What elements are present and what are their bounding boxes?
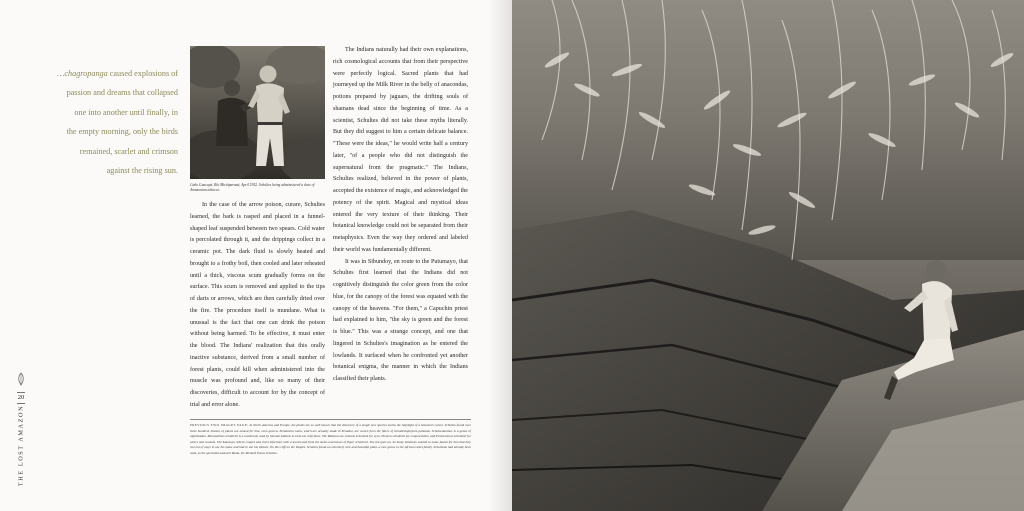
pull-quote-line-3: one into another until finally, in bbox=[74, 107, 178, 117]
footnote-text: In North America and Europe, the plants are so well known that the discovery of a single new species marks the highlight of a botanist's career. Schultes found over three hundred. Dozens of plants are named for him, even genera. Pentamera lutea, which are actually made in Ecuador, are woven from the fibers of Schultesiophytum palmatis. Schultesianthus is a genus of nightshades. Maranatthus schultesii is a mushroom used by Sionani Indians to treat ear infections. The Makuna use Justicia schultesii for eyes, Pleurea schultesii for conjunctivitis, and Protorosinus schultesii for ulcers and wounds. The Kamsoya relieve coughs and chest infections with a tea brewed from the stems and leaves of Piper schultesii. The list goes on. So many botanists wanted to name plants for him that they ran out of ways to use his name and had to use his initials. On this cliff on the Vaupés, Schultes found an extremely rare and beautiful plant, a new genus in the African violet family. Schultesia had already been used, so the specialist named it Resia, for Richard Evans Schultes. bbox=[190, 423, 471, 455]
pull-quote-line-5: remained, scarlet and crimson bbox=[79, 146, 178, 156]
gutter-shadow bbox=[488, 0, 512, 511]
leaf-ornament-icon bbox=[16, 372, 26, 386]
pull-quote-line-6: against the rising sun. bbox=[106, 166, 178, 176]
body-column-left bbox=[190, 200, 325, 412]
running-foot bbox=[14, 372, 28, 502]
pull-quote bbox=[40, 64, 178, 180]
photo-caption: Caño Guacayá, Río Miritiparaná, April 1952. Schultes being administered a dose of Amazonian tobacco. bbox=[190, 183, 315, 192]
page-number: 20 bbox=[17, 394, 25, 401]
body-paragraph: It was in Sibundoy, en route to the Putumayo, that Schultes first learned that the Indians did not cognitively distinguish the color green from the color blue, for the canopy of the forest was equated with the canopy of the heavens. "For them," a Capuchin priest had explained to him, "the sky is green and the forest is blue." This was a strange concept, and one that lingered in Schultes's imagination as he entered the lowlands. It surfaced when he confronted yet another botanical enigma, the manner in which the Indians classified their plants. bbox=[333, 258, 468, 382]
body-column-right bbox=[333, 45, 468, 386]
footnote bbox=[190, 423, 471, 456]
folio-rule bbox=[17, 392, 25, 393]
body-paragraph: In the case of the arrow poison, curare, Schultes learned, the bark is rasped and placed in a funnel-shaped leaf suspended between two spears. Cold water is percolated through it, and the drippings collect in a ceramic pot. The dark fluid is slowly heated and brought to a frothy boil, then cooled and later reheated until a thick, viscous scum gradually forms on the surface. This scum is removed and applied to the tips of darts or arrows, which are then carefully dried over the fire. The procedure itself is mundane. What is unusual is the fact that one can drink the poison without being harmed. To be effective, it must enter the blood. The Indians' realization that this orally inactive substance, derived from a small number of forest plants, could kill when administered into the muscle was profound and, like so many of their discoveries, difficult to account for by the concept of trial and error alone. bbox=[190, 202, 325, 408]
footnote-rule bbox=[190, 419, 471, 420]
field-photograph bbox=[190, 46, 325, 179]
body-paragraph: The Indians naturally had their own explanations, rich cosmological accounts that from their perspective were perfectly logical. Sacred plants that had journeyed up the Milk River in the belly of anacondas, potions prepared by jaguars, the drifting souls of shamans dead since the beginning of time. As a scientist, Schultes did not take these myths literally. But they did suggest to him a certain delicate balance. "These were the ideas," he would write half a century later, "of a people who did not distinguish the supernatural from the pragmatic." The Indians, Schultes realized, believed in the power of plants, accepted the existence of magic, and acknowledged the potency of the spirit. Magical and mystical ideas entered the very texture of their thinking. Their botanical knowledge could not be separated from their metaphysics. Even the way they ordered and labeled their world was fundamentally different. bbox=[333, 47, 469, 253]
pull-quote-line-4: the empty morning, only the birds bbox=[66, 127, 178, 137]
running-title: THE LOST AMAZON bbox=[17, 404, 25, 487]
footnote-lead: PREVIOUS TWO IMAGES PAGE: bbox=[190, 423, 249, 427]
pull-quote-lead-word: …chagropanga bbox=[57, 69, 108, 78]
pull-quote-line-1 bbox=[40, 64, 178, 83]
right-page bbox=[512, 0, 1024, 511]
pull-quote-first-line-rest: caused explosions of bbox=[107, 69, 178, 78]
pull-quote-line-2: passion and dreams that collapsed bbox=[66, 88, 178, 98]
cliff-photograph bbox=[512, 0, 1024, 511]
